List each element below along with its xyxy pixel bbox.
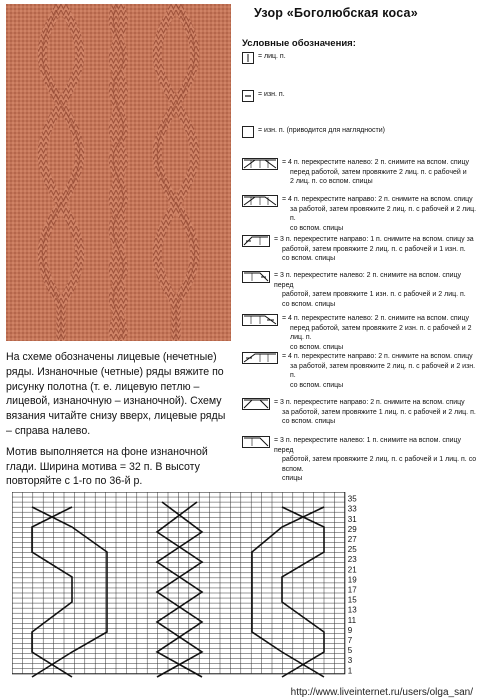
cable-3-left-2-icon xyxy=(242,436,270,448)
legend-text: = лиц. п. xyxy=(258,53,286,60)
legend-text: = 4 п. перекрестите налево: 2 п. снимите на вспом. спицу перед работой, затем провяжите 2 изн. п. с рабочей и 2 лиц. п. со вспом. спицы xyxy=(282,315,472,351)
legend-text: = 4 п. перекрестите направо: 2 п. снимите на вспом. спицу за работой, затем провяжите 2 лиц. п. с рабочей и 2 изн. п. со вспом. спицы xyxy=(282,353,476,389)
row-number-label: 25 xyxy=(347,545,357,555)
row-number-label: 9 xyxy=(347,625,353,635)
cable-4-right-icon xyxy=(242,158,278,170)
cable-3-left-purl-icon xyxy=(242,271,270,283)
cable-3-right-purl-icon xyxy=(242,235,270,247)
legend-text: = 3 п. перекрестите налево: 1 п. снимите на вспом. спицу перед работой, затем провяжите 2 лиц. п. с рабочей и 1 лиц. п. со вспом. спицы xyxy=(274,437,477,483)
watermark-url: http://www.liveinternet.ru/users/olga_san/ xyxy=(290,687,473,698)
row-number-label: 33 xyxy=(347,504,357,514)
row-number-label: 23 xyxy=(347,555,357,565)
legend-text: = 3 п. перекрестите направо: 1 п. снимите на вспом. спицу за работой, затем провяжите 2 лиц. п. с рабочей и 1 изн. п. со вспом. спицы xyxy=(274,236,474,263)
pattern-title: Узор «Боголюбская коса» xyxy=(254,6,418,20)
row-number-label: 17 xyxy=(347,585,357,595)
cable-4-left-purl-icon xyxy=(242,314,278,326)
row-number-label: 15 xyxy=(347,595,357,605)
legend-text: = 3 п. перекрестите налево: 2 п. снимите на вспом. спицу перед работой, затем провяжите 1 изн. п. с рабочей и 2 лиц. п. со вспом. спицы xyxy=(274,272,466,308)
swatch-texture xyxy=(6,4,231,341)
row-number-label: 27 xyxy=(347,534,357,544)
cable-3-right-2-icon xyxy=(242,398,270,410)
row-number-label: 21 xyxy=(347,565,357,575)
row-number-label: 19 xyxy=(347,575,357,585)
pattern-description xyxy=(6,350,234,495)
legend-text: = изн. п. (приводится для наглядности) xyxy=(258,127,385,134)
legend-text: = изн. п. xyxy=(258,91,285,98)
knitted-swatch-photo xyxy=(6,4,231,341)
empty-cell-icon xyxy=(242,126,254,138)
description-paragraph: На схеме обозначены лицевые (нечетные) ряды. Изнаночные (четные) ряды вяжите по рисунку полотна (т. е. лицевую петлю – лицевой, изнаночную – изнаночной). Схему вязания читайте снизу вверх, лицевые ряды – справа налево. xyxy=(6,351,226,437)
cable-4-right-purl-icon xyxy=(242,352,278,364)
description-paragraph: Мотив выполняется на фоне изнаночной глади. Ширина мотива = 32 п. В высоту повторяйте с 1-го по 36-й р. xyxy=(6,445,208,488)
knit-stitch-icon xyxy=(242,52,254,64)
row-number-label: 35 xyxy=(347,494,357,504)
row-number-label: 7 xyxy=(347,635,353,645)
purl-stitch-icon xyxy=(242,90,254,102)
row-number-label: 29 xyxy=(347,524,357,534)
row-number-label: 11 xyxy=(347,615,357,625)
legend-text: = 4 п. перекрестите направо: 2 п. снимите на вспом. спицу за работой, затем провяжите 2 лиц. п. с рабочей и 2 лиц. п. со вспом. спицы xyxy=(282,196,477,232)
legend-text: = 4 п. перекрестите налево: 2 п. снимите на вспом. спицу перед работой, затем провяжите 2 лиц. п. с рабочей и 2 лиц. п. со вспом. спицы xyxy=(282,159,470,186)
legend-text: = 3 п. перекрестите направо: 2 п. снимите на вспом. спицу за работой, затем провяжите 1 лиц. п. с рабочей и 2 лиц. п. со вспом. спицы xyxy=(274,399,476,426)
legend-heading: Условные обозначения: xyxy=(242,38,356,49)
row-number-label: 3 xyxy=(347,656,353,666)
row-number-label: 31 xyxy=(347,514,357,524)
row-number-label: 13 xyxy=(347,605,357,615)
knitting-chart xyxy=(12,492,372,682)
row-number-label: 5 xyxy=(347,646,353,656)
cable-4-left-icon xyxy=(242,195,278,207)
row-number-label: 1 xyxy=(347,666,353,676)
